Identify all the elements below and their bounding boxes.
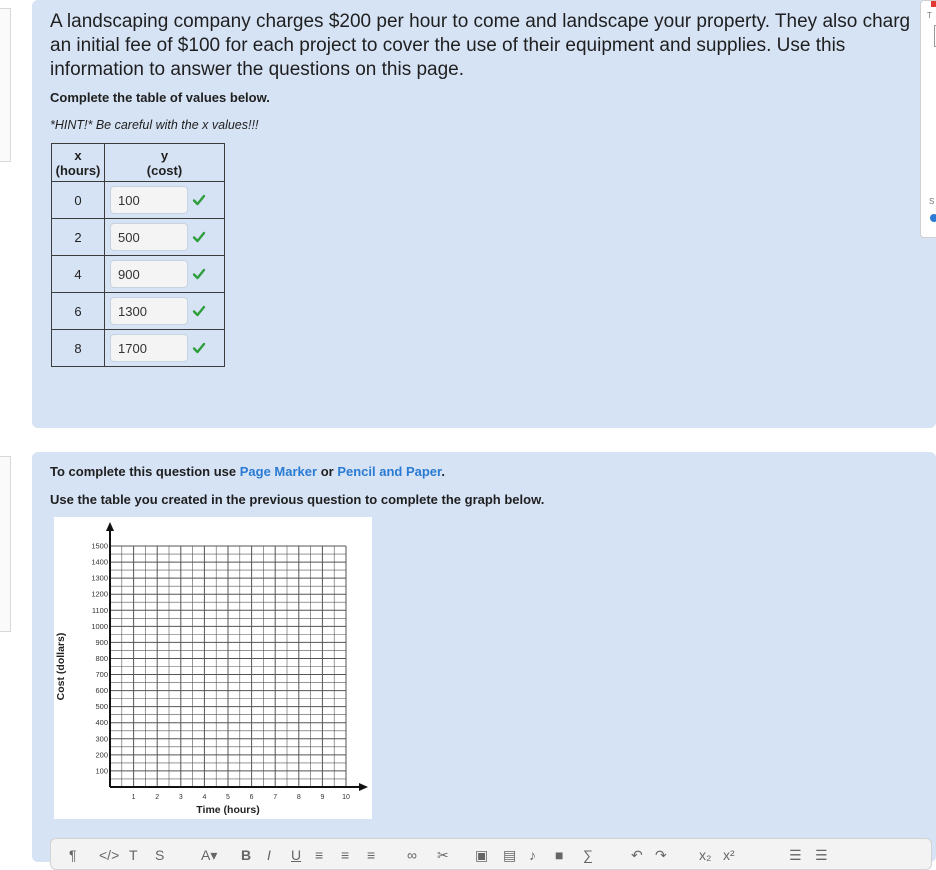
x-tick-label: 7	[273, 794, 278, 801]
y-tick-label: 1200	[91, 589, 108, 599]
table-row	[52, 293, 225, 330]
align-left-icon[interactable]: ≡	[315, 847, 324, 863]
y-tick-label: 500	[95, 702, 108, 712]
table-of-values	[51, 143, 225, 367]
left-edge-panel	[0, 8, 11, 162]
table-row	[52, 256, 225, 293]
checkmark-icon	[192, 230, 206, 244]
video-icon[interactable]: ■	[555, 847, 564, 863]
italic-icon[interactable]: I	[267, 847, 271, 863]
y-value-cell	[105, 293, 225, 330]
font-size-icon[interactable]: A▾	[201, 847, 218, 863]
x-value-cell: 4	[52, 256, 105, 293]
question-1-panel	[32, 0, 936, 428]
link-icon[interactable]: ∞	[407, 847, 417, 863]
side-tab-label-top: T	[927, 11, 932, 20]
strikethrough-icon[interactable]: S	[155, 847, 165, 863]
x-tick-label: 5	[226, 794, 230, 801]
x-axis-arrow	[359, 783, 368, 791]
y-tick-label: 1400	[91, 557, 108, 567]
y-tick-label: 600	[95, 686, 108, 696]
checkmark-icon	[192, 304, 206, 318]
y-axis-label: Cost (dollars)	[55, 632, 67, 701]
x-tick-label: 10	[342, 794, 350, 801]
x-tick-label: 2	[155, 794, 160, 801]
y-tick-label: 100	[95, 766, 108, 776]
paragraph-icon[interactable]: ¶	[69, 847, 77, 863]
y-tick-label: 900	[95, 637, 108, 647]
y-value-cell	[105, 219, 225, 256]
cost-answer-input[interactable]	[110, 297, 188, 325]
hint-text: *HINT!* Be careful with the x values!!!	[50, 118, 259, 132]
x-header-unit: (hours)	[55, 162, 101, 178]
y-tick-label: 200	[95, 750, 108, 760]
x-column-header	[52, 144, 105, 182]
cost-answer-input[interactable]	[110, 260, 188, 288]
y-tick-label: 1500	[91, 541, 108, 551]
x-header-var: x	[74, 147, 82, 163]
checkmark-icon	[192, 193, 206, 207]
graph-instruction: Use the table you created in the previous question to complete the graph below.	[50, 492, 545, 507]
x-value-cell: 8	[52, 330, 105, 367]
redo-icon[interactable]: ↷	[655, 847, 667, 863]
list-numbered-icon[interactable]: ☰	[815, 847, 828, 863]
superscript-icon[interactable]: x²	[723, 847, 735, 863]
code-icon[interactable]: </>	[99, 847, 120, 863]
y-tick-label: 700	[95, 670, 108, 680]
tool-instruction	[50, 464, 445, 479]
bold-icon[interactable]: B	[241, 847, 252, 863]
image-icon[interactable]: ▣	[475, 847, 489, 863]
graph-image	[54, 517, 372, 819]
cost-answer-input[interactable]	[110, 334, 188, 362]
table-row	[52, 219, 225, 256]
y-header-unit: (cost)	[146, 162, 183, 178]
formula-icon[interactable]: ∑	[583, 847, 593, 863]
y-tick-label: 300	[95, 734, 108, 744]
x-value-cell: 2	[52, 219, 105, 256]
side-tab-dot	[930, 214, 936, 222]
page-marker-link[interactable]: Page Marker	[239, 464, 318, 479]
x-tick-label: 1	[131, 794, 136, 801]
y-value-cell	[105, 256, 225, 293]
file-icon[interactable]: ▤	[503, 847, 517, 863]
checkmark-icon	[192, 267, 206, 281]
table-instruction: Complete the table of values below.	[50, 90, 270, 105]
tool-prefix: To complete this question use	[50, 464, 237, 479]
tool-suffix: .	[441, 464, 445, 479]
list-bulleted-icon[interactable]: ☰	[789, 847, 802, 863]
underline-icon[interactable]: U	[291, 847, 302, 863]
x-tick-label: 8	[296, 794, 301, 801]
side-tab-label-bottom: S	[929, 197, 935, 206]
rich-text-editor-toolbar	[50, 838, 932, 870]
y-value-cell	[105, 330, 225, 367]
x-tick-label: 3	[178, 794, 183, 801]
x-axis-label: Time (hours)	[196, 804, 260, 816]
subscript-icon[interactable]: x₂	[699, 847, 712, 863]
question-2-panel	[32, 452, 936, 862]
y-tick-label: 1100	[91, 605, 108, 615]
tool-or: or	[320, 464, 334, 479]
checkmark-icon	[192, 341, 206, 355]
x-value-cell: 6	[52, 293, 105, 330]
text-color-icon[interactable]: T	[129, 847, 138, 863]
left-edge-panel	[0, 456, 11, 632]
x-tick-label: 9	[320, 794, 325, 801]
table-row	[52, 330, 225, 367]
x-value-cell: 0	[52, 182, 105, 219]
y-value-cell	[105, 182, 225, 219]
x-tick-label: 4	[202, 794, 207, 801]
y-axis-arrow	[106, 522, 114, 531]
y-tick-label: 800	[95, 653, 108, 663]
y-tick-label: 400	[95, 718, 108, 728]
question-prompt: A landscaping company charges $200 per hour to come and landscape your property. They also charg an initial fee of $100 for each project to cover the use of their equipment and supplies. Use this information to answer the questions on this page.	[50, 11, 911, 80]
table-row	[52, 182, 225, 219]
y-tick-label: 1000	[91, 621, 108, 631]
unlink-icon[interactable]: ✂	[437, 847, 449, 863]
cost-time-chart	[54, 517, 372, 819]
undo-icon[interactable]: ↶	[631, 847, 643, 863]
x-tick-label: 6	[249, 794, 254, 801]
cost-answer-input[interactable]	[110, 223, 188, 251]
y-tick-label: 1300	[91, 573, 108, 583]
align-right-icon[interactable]: ≡	[367, 847, 376, 863]
align-center-icon[interactable]: ≡	[341, 847, 350, 863]
cost-answer-input[interactable]	[110, 186, 188, 214]
right-side-tab[interactable]	[920, 0, 936, 238]
audio-icon[interactable]: ♪	[529, 847, 536, 863]
indicator-marker	[931, 1, 936, 7]
y-column-header	[105, 144, 225, 182]
y-header-var: y	[160, 147, 169, 163]
pencil-and-paper-link[interactable]: Pencil and Paper	[337, 464, 442, 479]
